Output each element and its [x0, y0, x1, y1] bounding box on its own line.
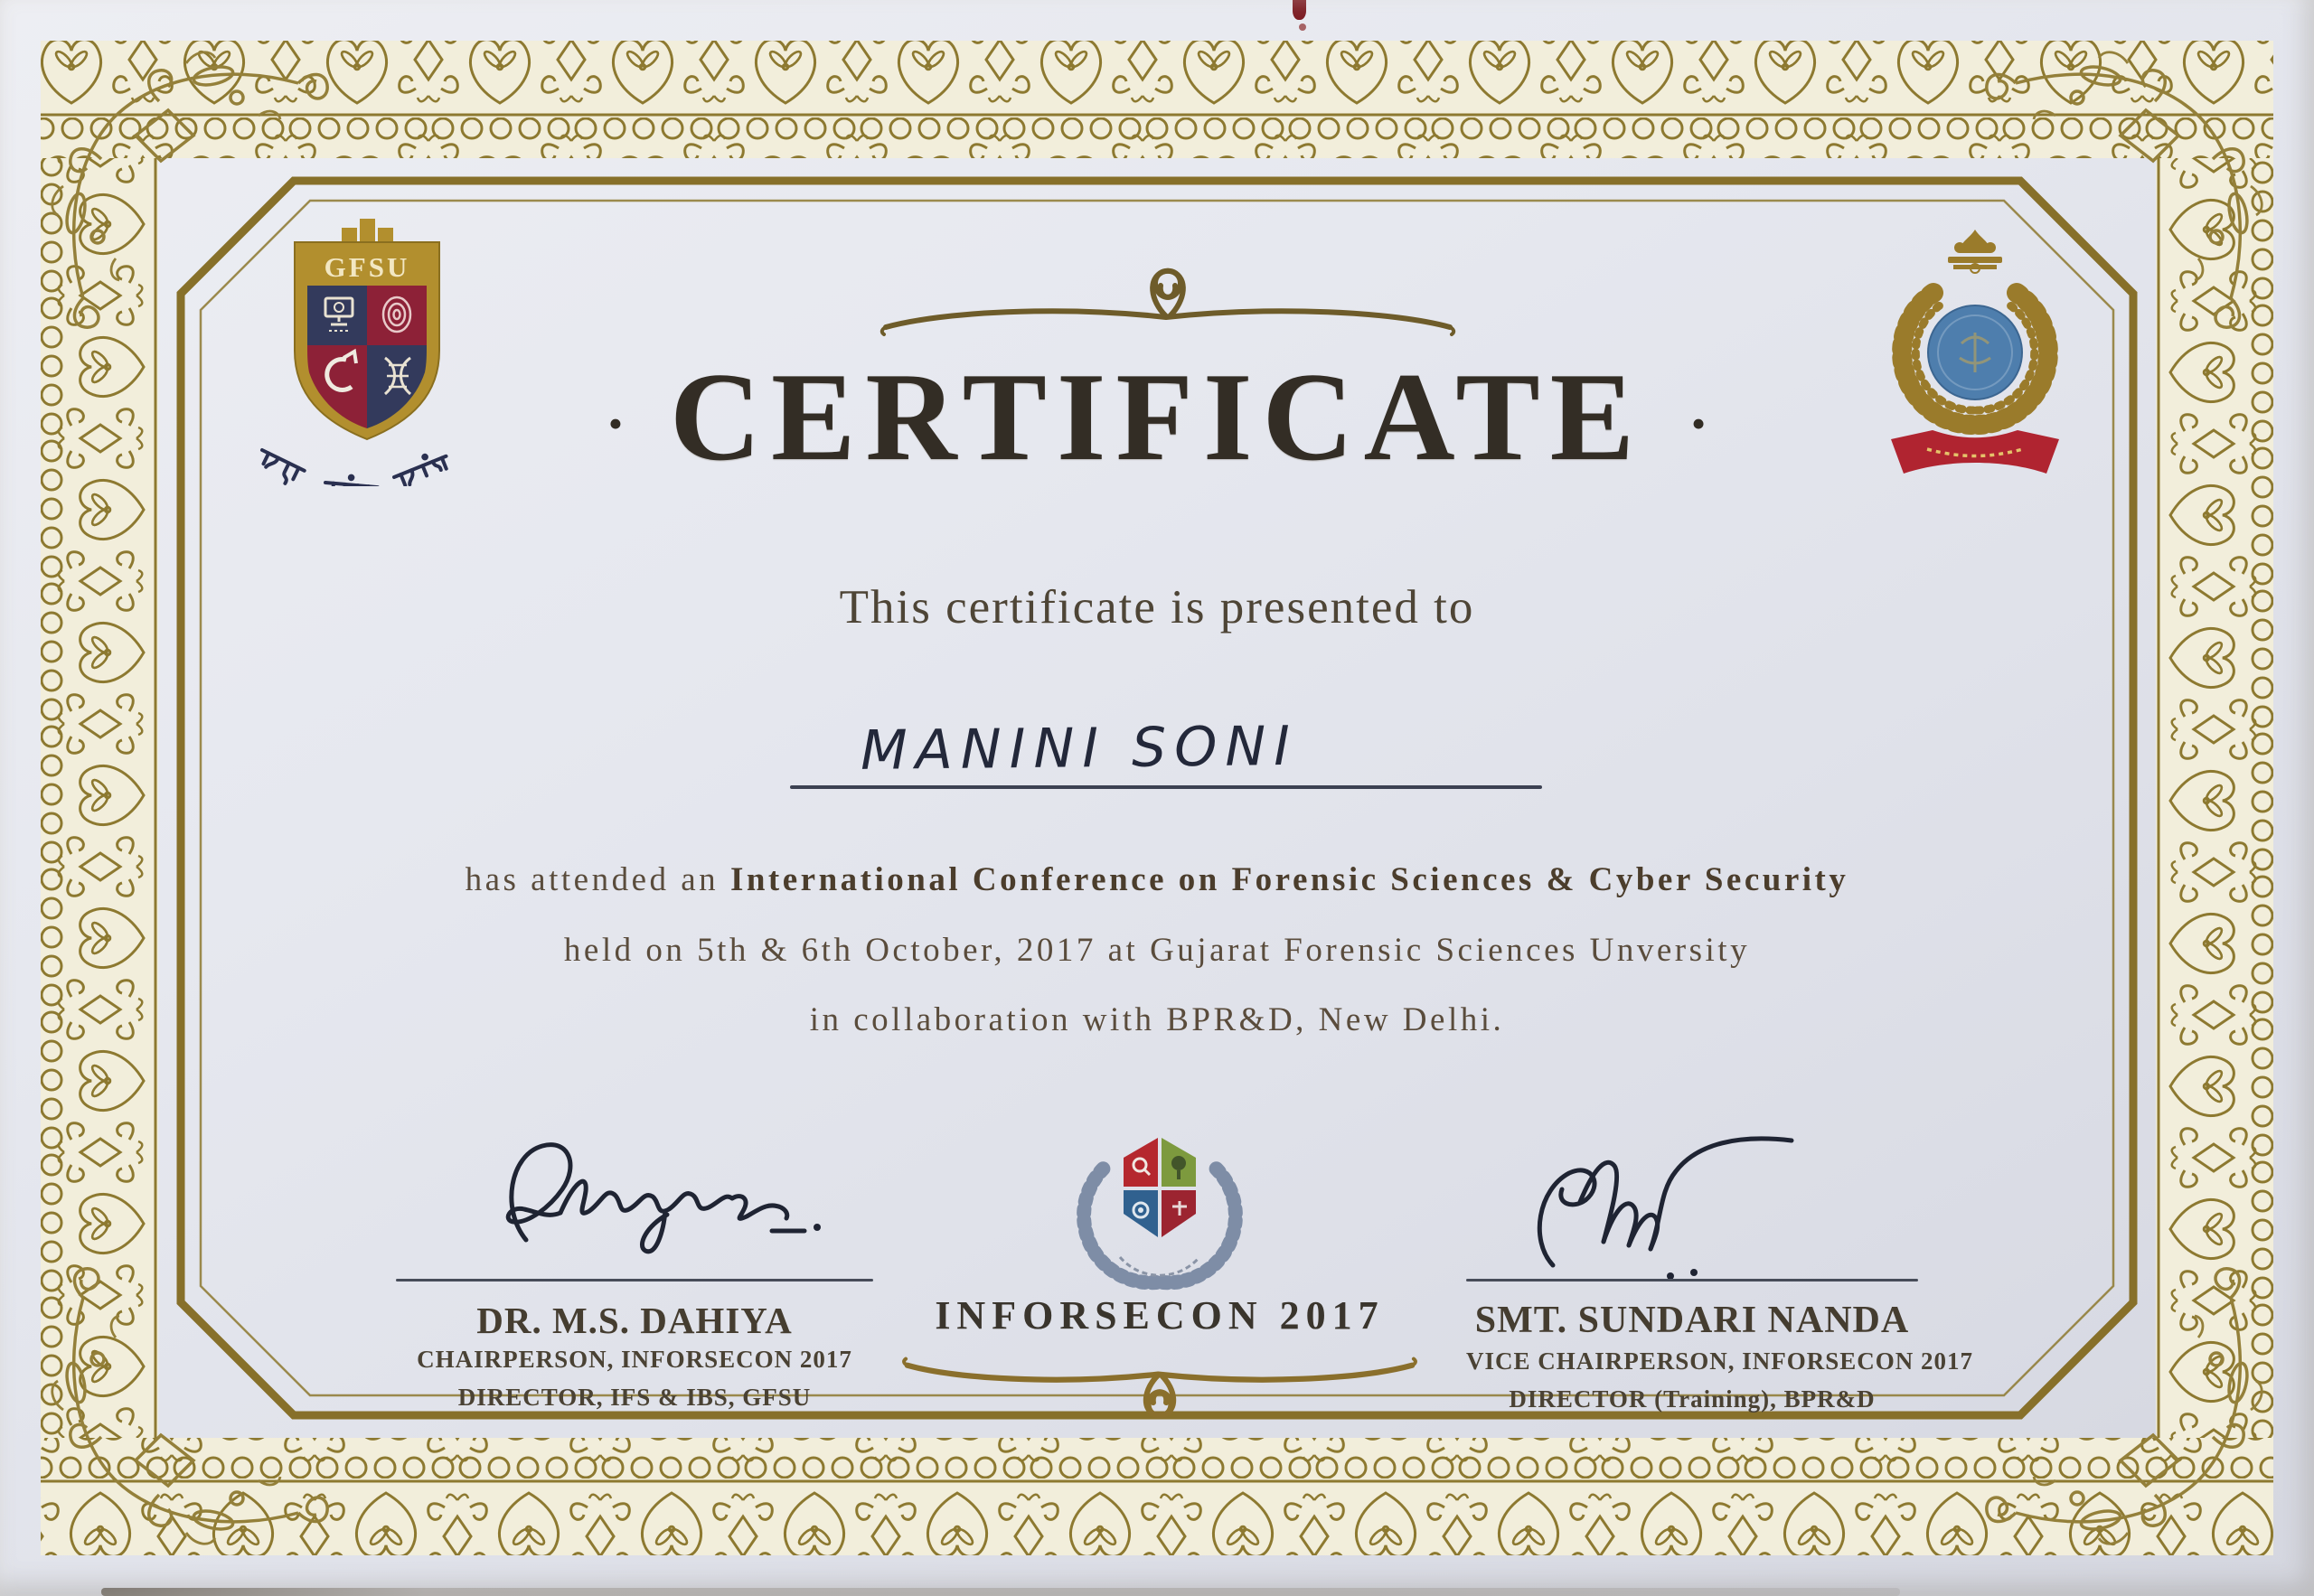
gfsu-crest-logo [242, 206, 504, 486]
photo-bottom-shadow [101, 1588, 1900, 1596]
body-line-3: in collaboration with BPR&D, New Delhi. [809, 1001, 1505, 1038]
left-signatory-role-1: CHAIRPERSON, INFORSECON 2017 [417, 1346, 852, 1373]
left-signature-line [396, 1279, 873, 1281]
right-signature-line [1466, 1279, 1918, 1281]
photo-red-mark [1293, 0, 1306, 20]
recipient-name-underline [790, 785, 1542, 789]
left-signatory-role-2: DIRECTOR, IFS & IBS, GFSU [457, 1384, 812, 1411]
blue-laurel-wreath-icon [1084, 1165, 1236, 1282]
inforsecon-shield [1124, 1138, 1196, 1237]
right-signatory-role-1: VICE CHAIRPERSON, INFORSECON 2017 [1466, 1347, 1974, 1375]
left-signatory-name: DR. M.S. DAHIYA [476, 1300, 793, 1341]
bottom-flourish-ornament [889, 1348, 1431, 1425]
gfsu-motto-script [253, 448, 450, 486]
nanda-signature-ink [1493, 1113, 1882, 1303]
body-line-1-bold: International Conference on Forensic Sciences & Cyber Security [729, 861, 1849, 898]
red-ribbon-banner [1891, 430, 2059, 474]
gfsu-acronym: GFSU [324, 251, 410, 283]
page-title: CERTIFICATE [669, 347, 1645, 487]
event-badge-label: INFORSECON 2017 [935, 1293, 1385, 1338]
body-line-2: held on 5th & 6th October, 2017 at Gujarat Forensic Sciences Unversity [563, 932, 1751, 969]
top-flourish-ornament [879, 260, 1457, 346]
title-left-dot: • [607, 400, 623, 446]
certificate-title-row [607, 347, 1707, 487]
presented-to-line: This certificate is presented to [839, 581, 1475, 634]
bprd-emblem-logo [1844, 217, 2106, 488]
body-line-1-normal: has attended an [465, 861, 720, 898]
recipient-name: MANINI SONI [860, 714, 1299, 783]
body-line-1 [0, 860, 2314, 899]
dahiya-signature-ink [450, 1122, 875, 1276]
inforsecon-logo [1060, 1123, 1259, 1295]
right-signatory-role-2: DIRECTOR (Training), BPR&D [1509, 1385, 1876, 1413]
title-right-dot: • [1691, 400, 1707, 446]
right-signatory-name: SMT. SUNDARI NANDA [1474, 1300, 1910, 1341]
photo-red-mark-small [1299, 23, 1306, 31]
